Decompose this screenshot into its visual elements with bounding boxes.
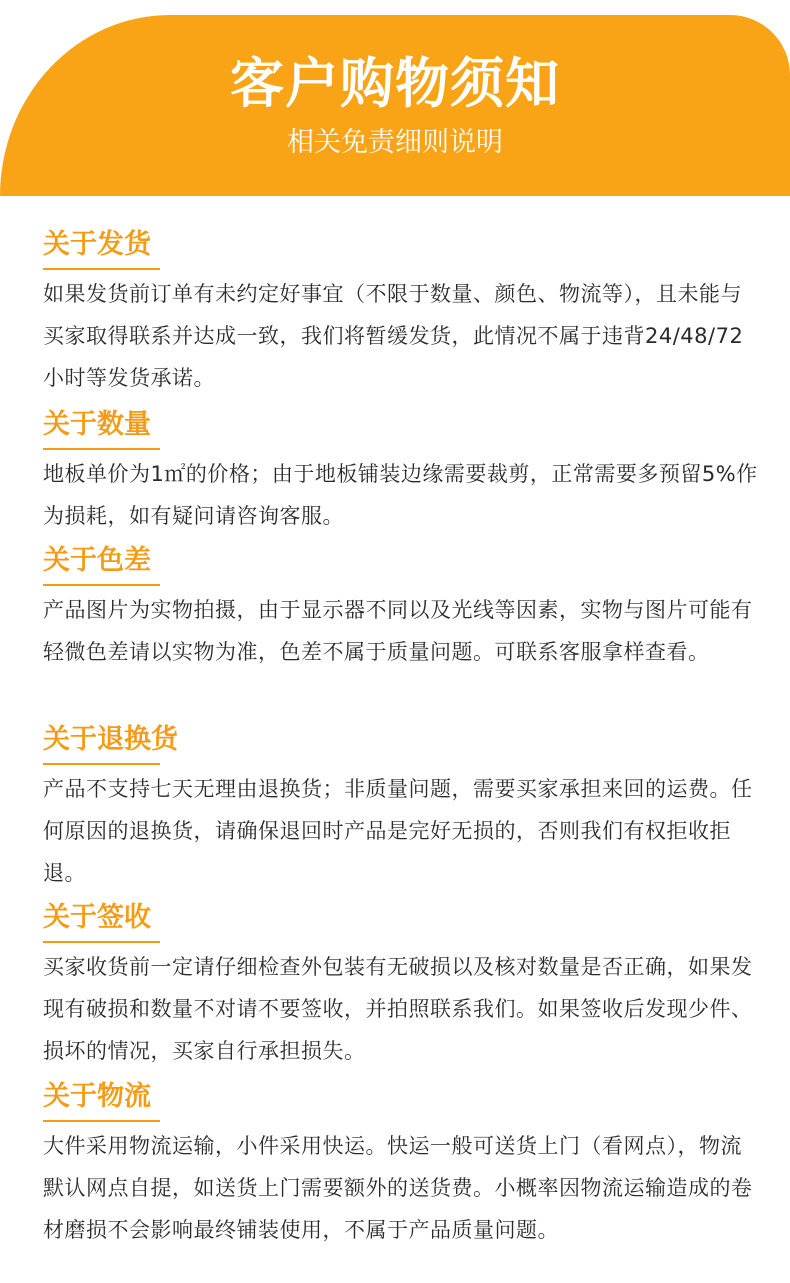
section-returns — [43, 722, 763, 894]
section-heading: 关于退换货 — [43, 724, 178, 755]
section-signing — [43, 900, 763, 1072]
heading-underline — [43, 1120, 160, 1122]
section-text: 买家收货前一定请仔细检查外包装有无破损以及核对数量是否正确，如果发现有破损和数量不对请不要签收，并拍照联系我们。如果签收后发现少件、损坏的情况，买家自行承担损失。 — [43, 955, 753, 1063]
heading-underline — [43, 448, 160, 450]
heading-underline — [43, 763, 160, 765]
heading-underline — [43, 941, 160, 943]
section-heading: 关于色差 — [43, 545, 151, 576]
section-heading: 关于数量 — [43, 409, 151, 440]
page-title: 客户购物须知 — [230, 52, 560, 115]
section-quantity — [43, 407, 763, 537]
heading-underline — [43, 584, 160, 586]
section-text: 地板单价为1㎡的价格；由于地板铺装边缘需要裁剪，正常需要多预留5%作为损耗，如有疑问请咨询客服。 — [43, 462, 758, 528]
heading-underline — [43, 268, 160, 270]
section-heading: 关于发货 — [43, 229, 151, 260]
section-heading: 关于物流 — [43, 1081, 151, 1112]
section-text: 产品图片为实物拍摄，由于显示器不同以及光线等因素，实物与图片可能有轻微色差请以实物为准，色差不属于质量问题。可联系客服拿样查看。 — [43, 598, 753, 664]
section-shipping — [43, 227, 763, 399]
section-logistics — [43, 1079, 763, 1251]
section-heading: 关于签收 — [43, 902, 151, 933]
section-text: 如果发货前订单有未约定好事宜（不限于数量、颜色、物流等），且未能与买家取得联系并达成一致，我们将暂缓发货，此情况不属于违背24/48/72小时等发货承诺。 — [43, 282, 744, 390]
section-text: 产品不支持七天无理由退换货；非质量问题，需要买家承担来回的运费。任何原因的退换货，请确保退回时产品是完好无损的，否则我们有权拒收拒退。 — [43, 777, 753, 885]
section-color-difference — [43, 543, 763, 673]
page-subtitle: 相关免责细则说明 — [287, 127, 503, 158]
section-text: 大件采用物流运输，小件采用快运。快运一般可送货上门（看网点），物流默认网点自提，如送货上门需要额外的送货费。小概率因物流运输造成的卷材磨损不会影响最终铺装使用，不属于产品质量问题。 — [43, 1134, 753, 1242]
